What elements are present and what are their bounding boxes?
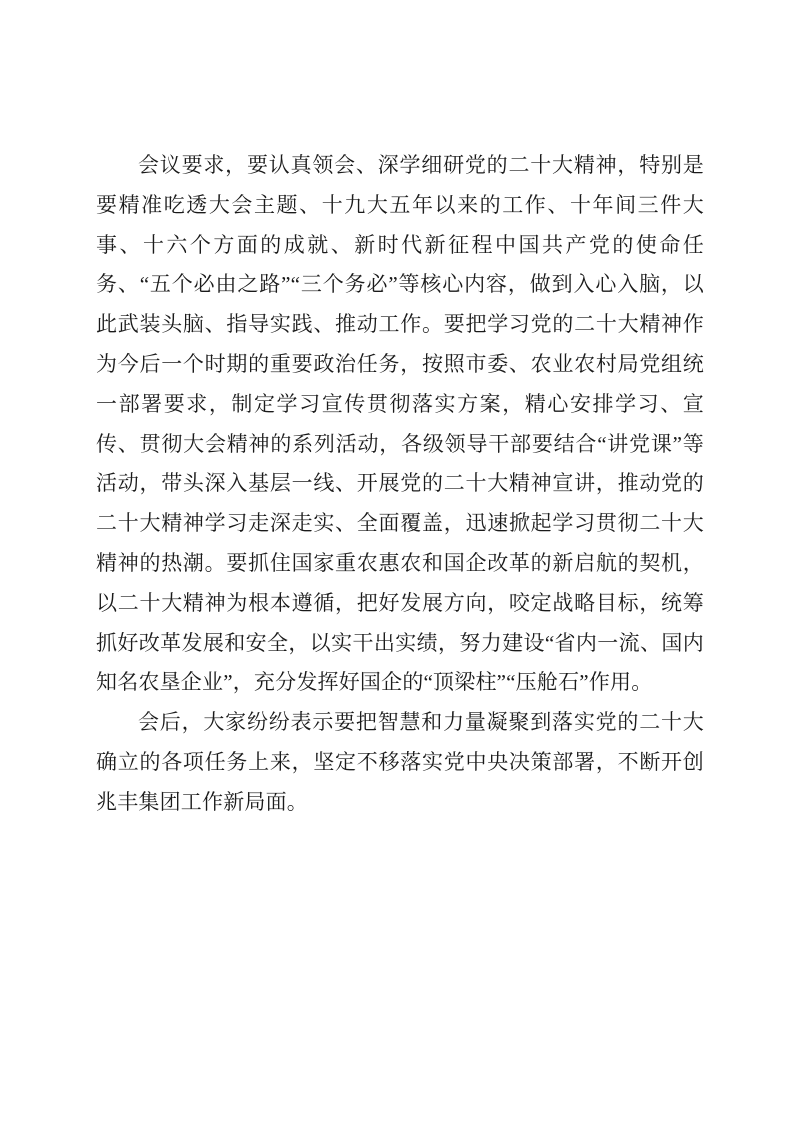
document-body (96, 146, 704, 823)
paragraph-2: 会后，大家纷纷表示要把智慧和力量凝聚到落实党的二十大确立的各项任务上来，坚定不移落实党中央决策部署，不断开创兆丰集团工作新局面。 (96, 710, 704, 814)
paragraph-1: 会议要求，要认真领会、深学细研党的二十大精神，特别是要精准吃透大会主题、十九大五年以来的工作、十年间三件大事、十六个方面的成就、新时代新征程中国共产党的使命任务、“五个必由之路”“三个务必”等核心内容，做到入心入脑，以此武装头脑、指导实践、推动工作。要把学习党的二十大精神作为今后一个时期的重要政治任务，按照市委、农业农村局党组统一部署要求，制定学习宣传贯彻落实方案，精心安排学习、宣传、贯彻大会精神的系列活动，各级领导干部要结合“讲党课”等活动，带头深入基层一线、开展党的二十大精神宣讲，推动党的二十大精神学习走深走实、全面覆盖，迅速掀起学习贯彻二十大精神的热潮。要抓住国家重农惠农和国企改革的新启航的契机，以二十大精神为根本遵循，把好发展方向，咬定战略目标，统筹抓好改革发展和安全，以实干出实绩，努力建设“省内一流、国内知名农垦企业”，充分发挥好国企的“顶梁柱”“压舱石”作用。 (96, 153, 704, 695)
